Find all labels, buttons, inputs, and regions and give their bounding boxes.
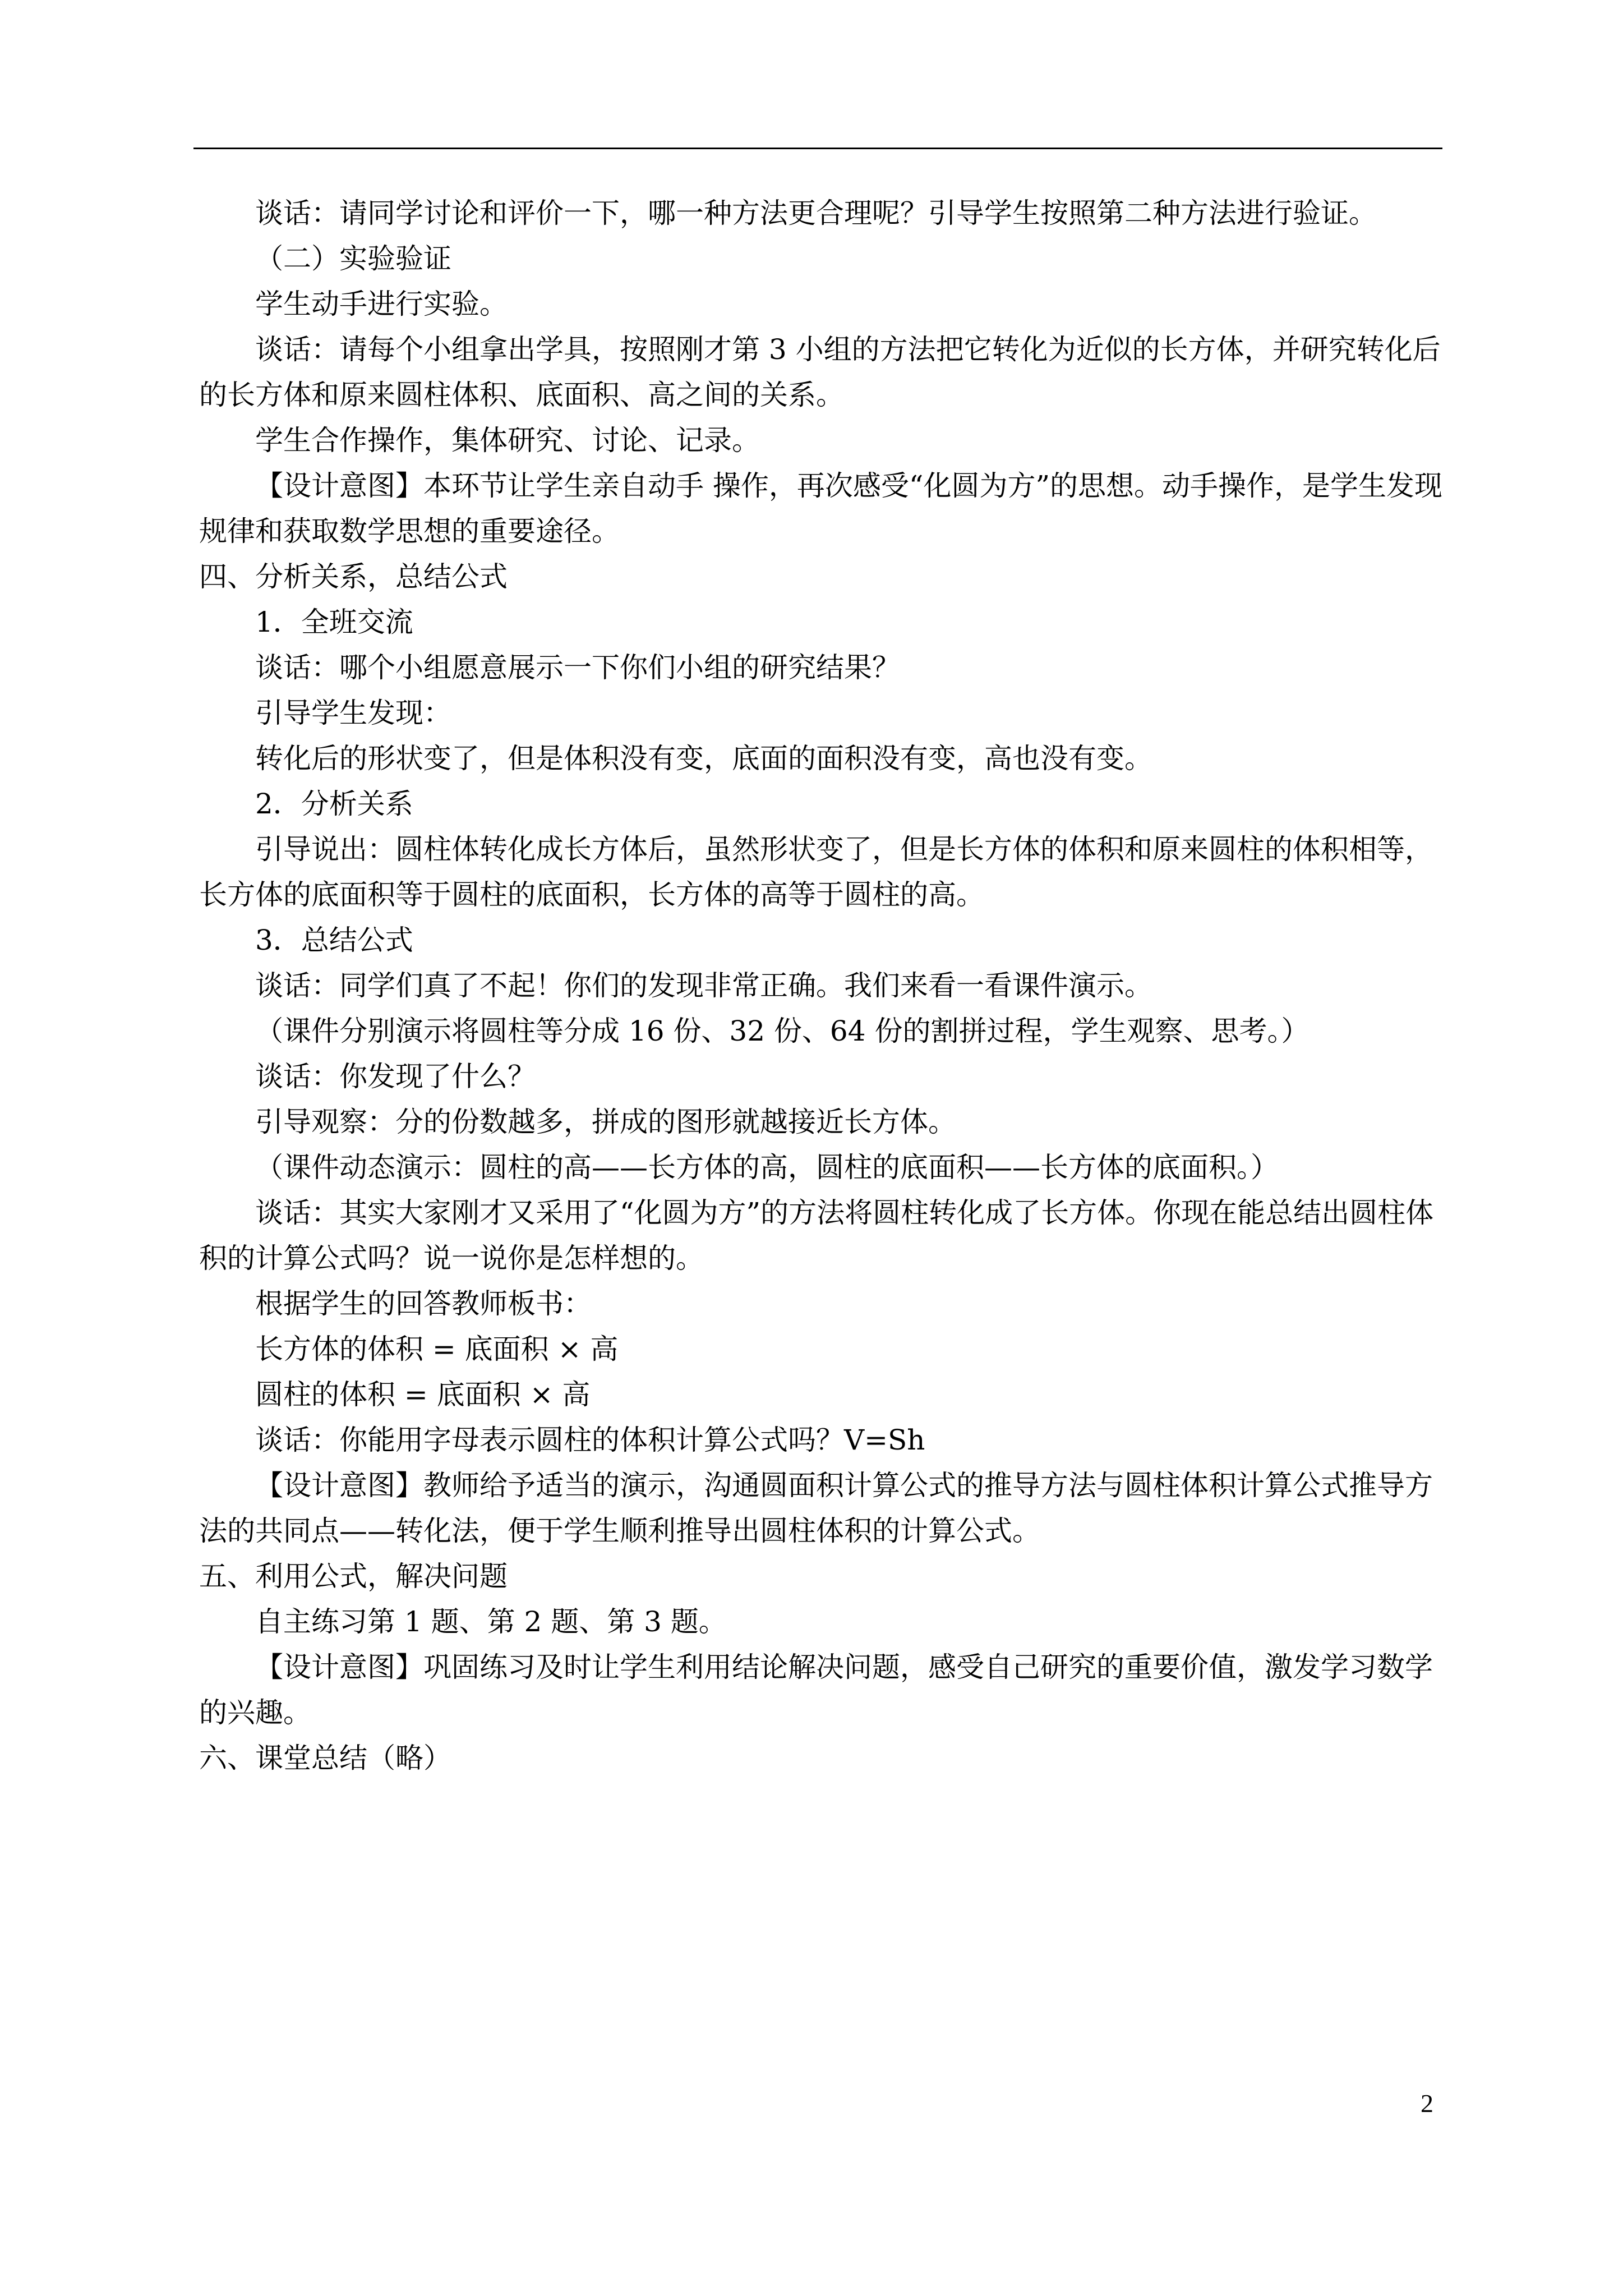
paragraph: 谈话：其实大家刚才又采用了“化圆为方”的方法将圆柱转化成了长方体。你现在能总结出圆柱体积的计算公式吗？说一说你是怎样想的。 bbox=[199, 1197, 1434, 1274]
paragraph: 圆柱的体积 = 底面积 × 高 bbox=[255, 1378, 591, 1411]
paragraph: 转化后的形状变了，但是体积没有变，底面的面积没有变，高也没有变。 bbox=[255, 742, 1152, 775]
header-rule bbox=[193, 148, 1442, 149]
paragraph: 根据学生的回答教师板书： bbox=[255, 1287, 592, 1320]
paragraph: （课件分别演示将圆柱等分成 16 份、32 份、64 份的割拼过程，学生观察、思考。） bbox=[255, 1015, 1310, 1047]
paragraph: 【设计意图】教师给予适当的演示，沟通圆面积计算公式的推导方法与圆柱体积计算公式推导方法的共同点——转化法，便于学生顺利推导出圆柱体积的计算公式。 bbox=[199, 1469, 1433, 1547]
paragraph: （二）实验验证 bbox=[255, 242, 451, 275]
section-heading: 四、分析关系，总结公式 bbox=[199, 560, 508, 593]
paragraph: 3．总结公式 bbox=[255, 924, 413, 956]
paragraph: 谈话：请每个小组拿出学具，按照刚才第 3 小组的方法把它转化为近似的长方体，并研究转化后的长方体和原来圆柱体积、底面积、高之间的关系。 bbox=[199, 333, 1441, 411]
paragraph: （课件动态演示：圆柱的高——长方体的高，圆柱的底面积——长方体的底面积。） bbox=[255, 1151, 1279, 1184]
paragraph: 谈话：请同学讨论和评价一下，哪一种方法更合理呢？引导学生按照第二种方法进行验证。 bbox=[255, 197, 1377, 229]
page-number: 2 bbox=[1421, 2089, 1433, 2118]
paragraph: 谈话：哪个小组愿意展示一下你们小组的研究结果？ bbox=[255, 651, 900, 684]
paragraph: 谈话：你能用字母表示圆柱的体积计算公式吗？V=Sh bbox=[255, 1424, 925, 1456]
paragraph: 【设计意图】本环节让学生亲自动手 操作，再次感受“化圆为方”的思想。动手操作，是学生发现规律和获取数学思想的重要途径。 bbox=[199, 470, 1443, 547]
document-body bbox=[199, 191, 1442, 1781]
paragraph: 1．全班交流 bbox=[255, 606, 413, 638]
paragraph: 引导说出：圆柱体转化成长方体后，虽然形状变了，但是长方体的体积和原来圆柱的体积相等，长方体的底面积等于圆柱的底面积，长方体的高等于圆柱的高。 bbox=[199, 833, 1433, 911]
paragraph: 长方体的体积 = 底面积 × 高 bbox=[255, 1333, 619, 1365]
paragraph: 【设计意图】巩固练习及时让学生利用结论解决问题，感受自己研究的重要价值，激发学习数学的兴趣。 bbox=[199, 1651, 1433, 1729]
section-heading: 五、利用公式，解决问题 bbox=[199, 1560, 508, 1593]
paragraph: 学生动手进行实验。 bbox=[255, 288, 508, 320]
paragraph: 谈话：你发现了什么？ bbox=[255, 1060, 536, 1093]
paragraph: 引导观察：分的份数越多，拼成的图形就越接近长方体。 bbox=[255, 1106, 956, 1138]
paragraph: 学生合作操作，集体研究、讨论、记录。 bbox=[255, 424, 760, 457]
paragraph: 引导学生发现： bbox=[255, 697, 451, 729]
paragraph: 2．分析关系 bbox=[255, 788, 413, 820]
paragraph: 谈话：同学们真了不起！你们的发现非常正确。我们来看一看课件演示。 bbox=[255, 969, 1152, 1002]
section-heading: 六、课堂总结（略） bbox=[199, 1742, 451, 1774]
paragraph: 自主练习第 1 题、第 2 题、第 3 题。 bbox=[255, 1605, 727, 1638]
